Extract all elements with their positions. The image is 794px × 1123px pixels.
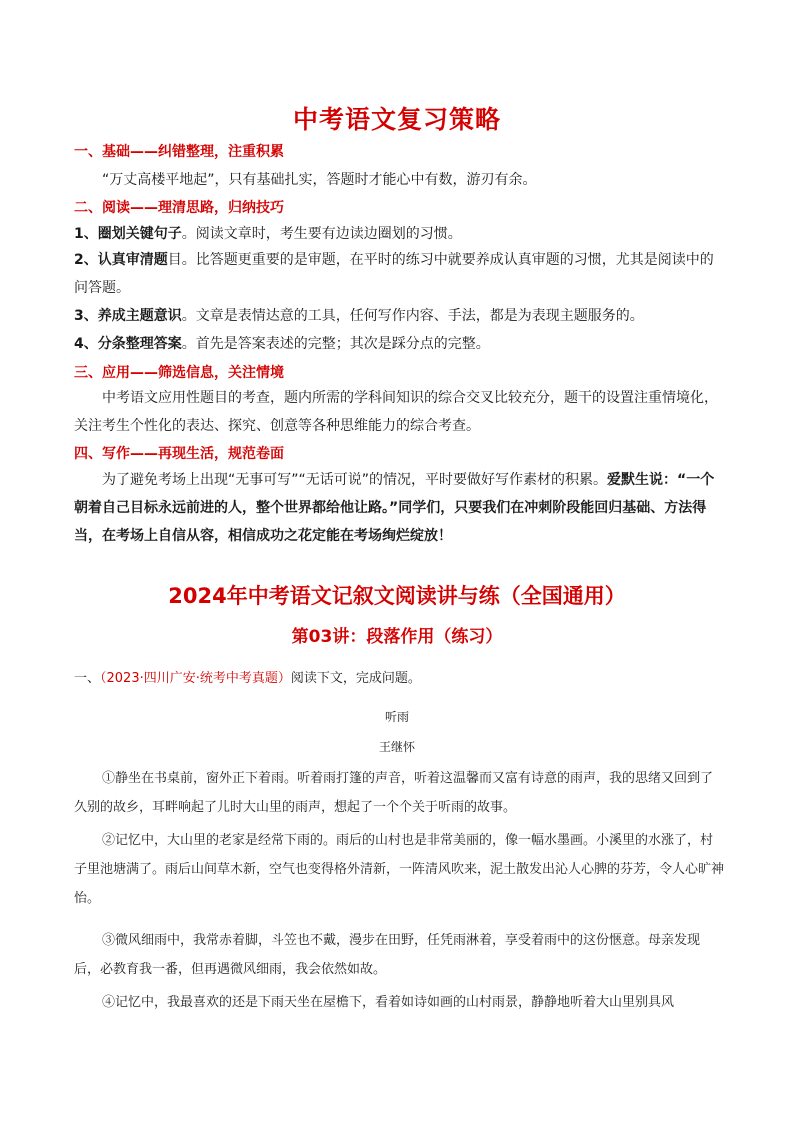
story-author: 王继怀 (378, 740, 415, 754)
item-3-text: 。文章是表情达意的工具，任何写作内容、手法，都是为表现主题服务的。 (181, 308, 644, 324)
section-2-item-1 (74, 220, 724, 248)
item-4-label: 4、分条整理答案 (74, 336, 182, 352)
section-2-item-2 (74, 246, 724, 302)
question-source: （2023·四川广安·统考中考真题） (100, 671, 291, 686)
section-1-heading: 一、基础——纠错整理，注重积累 (74, 144, 284, 160)
story-paragraph-2: ②记忆中，大山里的老家是经常下雨的。雨后的山村也是非常美丽的，像一幅水墨画。小溪里的水涨了，村子里池塘满了。雨后山间草木新，空气也变得格外清新，一阵清风吹来，泥土散发出沁人心脾的芬芳，令人心旷神怡。 (74, 833, 725, 906)
item-3-label: 3、养成主题意识 (74, 308, 182, 324)
section-4-body-bold: 爱默生说：“一个朝着自己目标永远前进的人，整个世界都给他让路。”同学们，只要我们在冲刺阶段能回归基础、方法得当，在考场上自信从容，相信成功之花定能在考场绚烂绽放！ (74, 472, 715, 544)
story-paragraph-4: ④记忆中，我最喜欢的还是下雨天坐在屋檐下，看着如诗如画的山村雨景，静静地听着大山里别具风 (102, 995, 675, 1010)
section-4-body (74, 466, 724, 550)
page-title: 中考语文复习策略 (292, 105, 501, 134)
section-4-heading: 四、写作——再现生活，规范卷面 (74, 446, 284, 462)
section-3-body: 中考语文应用性题目的考查，题内所需的学科间知识的综合交叉比较充分，题干的设置注重情境化，关注考生个性化的表达、探究、创意等各种思维能力的综合考查。 (74, 390, 718, 434)
story-paragraph-1: ①静坐在书桌前，窗外正下着雨。听着雨打篷的声音，听着这温馨而又富有诗意的雨声，我的思绪又回到了久别的故乡，耳畔响起了儿时大山里的雨声，想起了一个个关于听雨的故事。 (74, 771, 714, 815)
section-4-body-normal: 为了避免考场上出现“无事可写”“无话可说”的情况，平时要做好写作素材的积累。 (102, 472, 608, 488)
item-2-text: 目。比答题更重要的是审题，在平时的练习中就要养成认真审题的习惯，尤其是阅读中的问答题。 (74, 252, 714, 296)
section-2-heading: 二、阅读——理清思路，归纳技巧 (74, 200, 284, 216)
section-1-body: “万丈高楼平地起”，只有基础扎实，答题时才能心中有数，游刃有余。 (102, 172, 537, 188)
lesson-title: 第03讲：段落作用（练习） (291, 627, 503, 647)
section-2-item-3 (74, 302, 724, 330)
lesson-series-title: 2024年中考语文记叙文阅读讲与练（全国通用） (168, 584, 626, 608)
item-1-label: 1、圈划关键句子 (74, 226, 182, 242)
item-4-text: 。首先是答案表述的完整；其次是踩分点的完整。 (181, 336, 490, 352)
question-text: 阅读下文，完成问题。 (290, 671, 421, 686)
question-line (74, 667, 421, 686)
section-2-item-4 (74, 330, 724, 358)
item-2-label: 2、认真审清题 (74, 252, 168, 268)
story-title: 听雨 (384, 710, 409, 724)
section-3-heading: 三、应用——筛选信息，关注情境 (74, 365, 284, 381)
story-paragraph-3: ③微风细雨中，我常赤着脚，斗笠也不戴，漫步在田野，任凭雨淋着，享受着雨中的这份惬意。母亲发现后，必教育我一番，但再遇微风细雨，我会依然如故。 (74, 933, 701, 977)
question-number: 一、 (74, 671, 101, 686)
item-1-text: 。阅读文章时，考生要有边读边圈划的习惯。 (181, 226, 462, 242)
